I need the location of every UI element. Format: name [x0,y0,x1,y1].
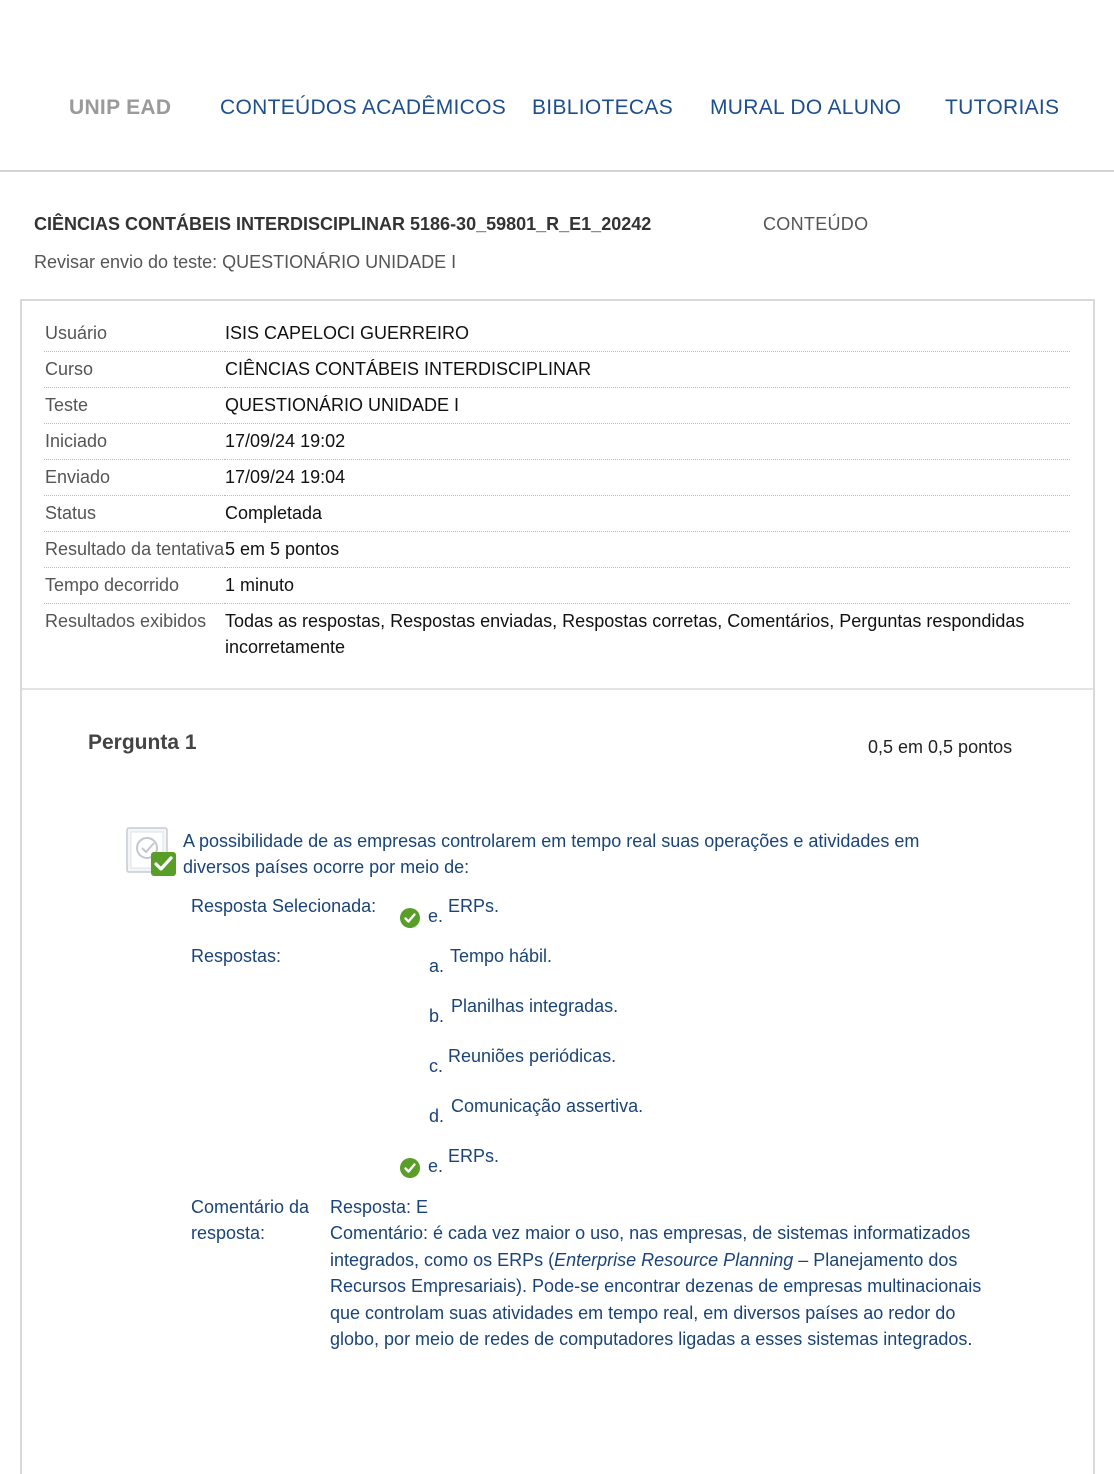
summary-table [44,316,1070,665]
summary-row [44,352,1070,388]
summary-value: 17/09/24 19:02 [225,424,1070,460]
summary-label: Tempo decorrido [44,568,225,604]
summary-value: 5 em 5 pontos [225,532,1070,568]
summary-value: 1 minuto [225,568,1070,604]
answers-label: Respostas: [191,946,282,966]
summary-row [44,316,1070,352]
nav-item-conteudos-academicos[interactable]: CONTEÚDOS ACADÊMICOS [220,96,507,119]
summary-value: Completada [225,496,1070,532]
summary-value: QUESTIONÁRIO UNIDADE I [225,388,1070,424]
summary-label: Teste [44,388,225,424]
comment-text-italic: Enterprise Resource Planning [554,1249,794,1270]
correct-check-icon [400,908,420,928]
summary-label: Usuário [44,316,225,352]
summary-row [44,496,1070,532]
page-title: Revisar envio do teste: QUESTIONÁRIO UNIDADE I [34,252,457,272]
nav-item-bibliotecas[interactable]: BIBLIOTECAS [532,96,674,119]
comment-text-part1: Comentário: é cada vez maior o uso, nas empresas, de sistemas informatizados integrados, como os ERPs ( [330,1223,971,1270]
comment-text [330,1220,990,1352]
comment-answer: Resposta: E [330,1197,429,1217]
summary-value: 17/09/24 19:04 [225,460,1070,496]
summary-label: Resultados exibidos [45,611,207,631]
summary-row [44,604,1070,666]
summary-label: Iniciado [44,424,225,460]
summary-value: Todas as respostas, Respostas enviadas, Respostas corretas, Comentários, Perguntas respondidas incorretamente [225,611,1025,657]
nav-item-mural-do-aluno[interactable]: MURAL DO ALUNO [710,96,902,119]
selected-answer-label: Resposta Selecionada: [191,896,377,916]
nav-brand-unip-ead[interactable]: UNIP EAD [69,96,172,119]
question-text: A possibilidade de as empresas controlarem em tempo real suas operações e atividades em diversos países ocorre por meio de: [183,831,920,877]
summary-value: ISIS CAPELOCI GUERREIRO [225,316,1070,352]
question-points: 0,5 em 0,5 pontos [868,737,1013,757]
summary-row [44,388,1070,424]
comment-body [330,1194,990,1352]
summary-label: Curso [44,352,225,388]
option-letter: b. [429,1006,445,1026]
correct-check-icon [400,1158,420,1178]
attempt-summary [22,301,1093,690]
content-link[interactable]: CONTEÚDO [763,214,869,234]
summary-row [44,424,1070,460]
summary-label: Enviado [44,460,225,496]
summary-value: CIÊNCIAS CONTÁBEIS INTERDISCIPLINAR [225,352,1070,388]
option-letter: e. [428,1156,444,1176]
comment-text-part2: – Planejamento dos Recursos Empresariais). Pode-se encontrar dezenas de empresas multinacionais que controlam suas atividades em tempo real, em diversos países ao redor do globo, por meio de redes de computadores ligadas a esses sistemas integrados. [330,1249,982,1350]
course-title[interactable]: CIÊNCIAS CONTÁBEIS INTERDISCIPLINAR 5186-30_59801_R_E1_20242 [34,214,652,234]
summary-label: Resultado da tentativa [44,532,225,568]
option-text: Comunicação assertiva. [451,1096,644,1116]
selected-answer-letter: e. [428,906,444,926]
comment-label: Comentário da resposta: [191,1197,310,1243]
summary-row [44,568,1070,604]
question-title: Pergunta 1 [88,731,197,754]
summary-label: Status [44,496,225,532]
selected-answer-text: ERPs. [448,896,500,916]
option-text: ERPs. [448,1146,500,1166]
option-letter: a. [429,956,445,976]
option-text: Reuniões periódicas. [448,1046,617,1066]
option-letter: c. [429,1056,444,1076]
option-text: Tempo hábil. [450,946,553,966]
nav-item-tutoriais[interactable]: TUTORIAIS [945,96,1060,119]
option-letter: d. [429,1106,445,1126]
option-text: Planilhas integradas. [451,996,619,1016]
top-navigation [0,0,1114,172]
summary-row [44,532,1070,568]
summary-row [44,460,1070,496]
question-correct-icon [126,826,178,878]
